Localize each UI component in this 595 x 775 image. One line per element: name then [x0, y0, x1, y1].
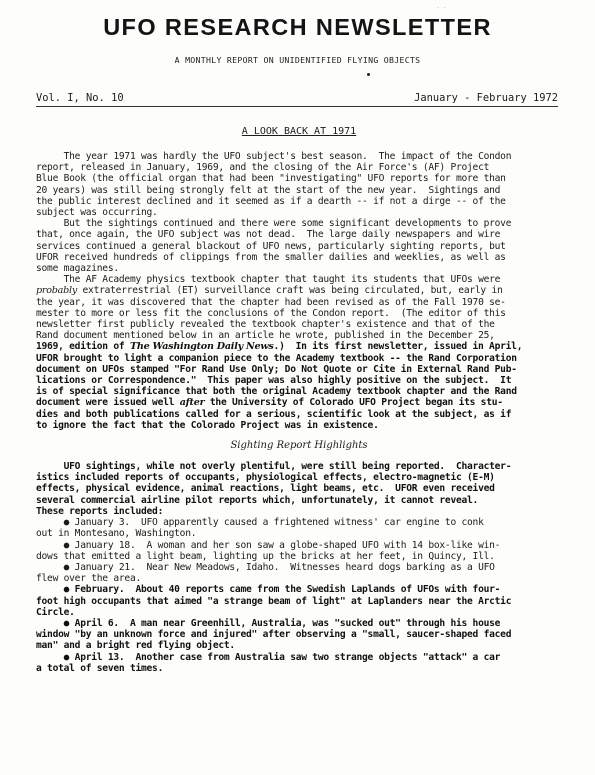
sighting-report-line: ● January 18. A woman and her son saw a globe-shaped UFO with 14 box-like win-: [36, 539, 501, 551]
paragraph-3-line: Rand document mentioned below in an article he wrote, published in the December 25,: [36, 330, 495, 342]
article: [36, 126, 562, 674]
paragraph-3-line: document on UFOs stamped "For Rand Use Only; Do Not Quote or Cite in External Rand Pub-: [36, 363, 517, 375]
issue-rule: [36, 106, 558, 107]
paragraph-4-line: istics included reports of occupants, physiological effects, electro-magnetic (E-M): [36, 472, 495, 484]
paragraph-3-line: mester to more or less fit the conclusions of the Condon report. (The editor of this: [36, 307, 506, 319]
paragraph-3-line: document were issued well after the University of Colorado UFO Project began its stu-: [36, 397, 503, 409]
masthead-dot: [367, 73, 370, 76]
paragraph-2-line: UFOR received hundreds of clippings from the smaller dailies and weeklies, as well as: [36, 251, 506, 263]
article-title: A LOOK BACK AT 1971: [241, 126, 357, 137]
sighting-report-line: flew over the area.: [36, 573, 141, 585]
paragraph-3-line: the year, it was discovered that the chapter had been revised as of the Fall 1970 se-: [36, 296, 506, 308]
paragraph-1-line: Blue Book (the official organ that had been "investigating" UFO reports for more than: [36, 173, 506, 185]
paragraph-3-line: to ignore the fact that the Colorado Project was in existence.: [36, 419, 379, 431]
sighting-report-line: ● February. About 40 reports came from the Swedish Laplands of UFOs with four-: [36, 584, 501, 596]
newsletter-title: UFO RESEARCH NEWSLETTER: [103, 14, 492, 40]
paragraph-2: [36, 218, 562, 274]
sighting-report-line: dows that emitted a light beam, lighting up the bricks at her feet, in Quincy, Ill.: [36, 550, 495, 562]
paragraph-1-line: 20 years) was still being strongly felt at the start of the new year. Sightings and: [36, 184, 501, 196]
paragraph-2-line: some magazines.: [36, 263, 119, 275]
paragraph-3-line: probably extraterrestrial (ET) surveillance craft was being circulated, but, early in: [36, 285, 503, 297]
emphasis-probably: probably: [36, 285, 77, 297]
page-specks: · ·: [437, 4, 446, 12]
paragraph-1-line: the public interest declined and it seemed as if a dearth -- if not a dirge -- of the: [36, 195, 506, 207]
sighting-report-line: ● April 13. Another case from Australia saw two strange objects "attack" a car: [36, 651, 501, 663]
paragraph-3-line: lications or Correspondence." This paper was also highly positive on the subject. It: [36, 375, 512, 387]
newsletter-subtitle: A MONTHLY REPORT ON UNIDENTIFIED FLYING OBJECTS: [174, 55, 421, 65]
paragraph-3-line: is of special significance that both the original Academy textbook chapter and the Rand: [36, 386, 517, 398]
paragraph-3-line: UFOR brought to light a companion piece to the Academy textbook -- the Rand Corporation: [36, 352, 517, 364]
paragraph-1-line: report, released in January, 1969, and the closing of the Air Force's (AF) Project: [36, 162, 490, 174]
paragraph-4-line: several commercial airline pilot reports which, unfortunately, it cannot reveal.: [36, 494, 479, 506]
sighting-report: [36, 517, 562, 539]
paragraph-3-line: newsletter first publicly revealed the textbook chapter's existence and that of the: [36, 319, 495, 331]
sighting-report: [36, 584, 562, 618]
sighting-report-line: foot high occupants that aimed "a strange beam of light" at Laplanders near the Arctic: [36, 595, 512, 607]
sighting-report: [36, 540, 562, 562]
sighting-report-line: ● January 3. UFO apparently caused a frightened witness' car engine to conk: [36, 517, 484, 529]
issue-line: [36, 92, 558, 106]
newspaper-name: The Washington Daily News: [129, 341, 274, 353]
issue-volume: Vol. I, No. 10: [36, 92, 124, 104]
sighting-report-line: a total of seven times.: [36, 662, 164, 674]
sighting-list: [36, 517, 562, 674]
paragraph-4-line: These reports included:: [36, 505, 164, 517]
paragraph-3-line: The AF Academy physics textbook chapter that taught its students that UFOs were: [36, 274, 501, 286]
issue-date: January - February 1972: [414, 92, 558, 104]
sighting-report-line: man" and a bright red flying object.: [36, 640, 235, 652]
paragraph-4: [36, 461, 562, 517]
paragraph-4-line: effects, physical evidence, animal reactions, light beams, etc. UFOR even received: [36, 483, 495, 495]
paragraph-3-line: dies and both publications called for a serious, scientific look at the subject, as if: [36, 408, 512, 420]
paragraph-3-line: 1969, edition of The Washington Daily News.) In its first newsletter, issued in April,: [36, 341, 523, 353]
sighting-report: [36, 618, 562, 652]
paragraph-3: [36, 274, 562, 431]
paragraph-1-line: subject was occurring.: [36, 207, 158, 219]
section-heading: Sighting Report Highlights: [230, 440, 368, 452]
paragraph-1-line: The year 1971 was hardly the UFO subject's best season. The impact of the Condon: [36, 151, 512, 162]
sighting-report-line: window "by an unknown force and injured" after observing a "small, saucer-shaped faced: [36, 629, 512, 641]
paragraph-2-line: But the sightings continued and there were some significant developments to prove: [36, 218, 512, 230]
paragraph-2-line: services continued a general blackout of UFO news, particularly sighting reports, but: [36, 240, 506, 252]
paragraph-1: [36, 151, 562, 218]
sighting-report-line: ● April 6. A man near Greenhill, Australia, was "sucked out" through his house: [36, 617, 501, 629]
sighting-report-line: ● January 21. Near New Meadows, Idaho. Witnesses heard dogs barking as a UFO: [36, 561, 495, 573]
emphasis-after: after: [179, 397, 205, 409]
paragraph-2-line: that, once again, the UFO subject was not dead. The large daily newspapers and wire: [36, 229, 501, 241]
sighting-report-line: Circle.: [36, 606, 75, 618]
sighting-report-line: out in Montesano, Washington.: [36, 528, 197, 540]
sighting-report: [36, 652, 562, 674]
sighting-report: [36, 562, 562, 584]
paragraph-4-line: UFO sightings, while not overly plentiful, were still being reported. Character-: [36, 461, 512, 473]
